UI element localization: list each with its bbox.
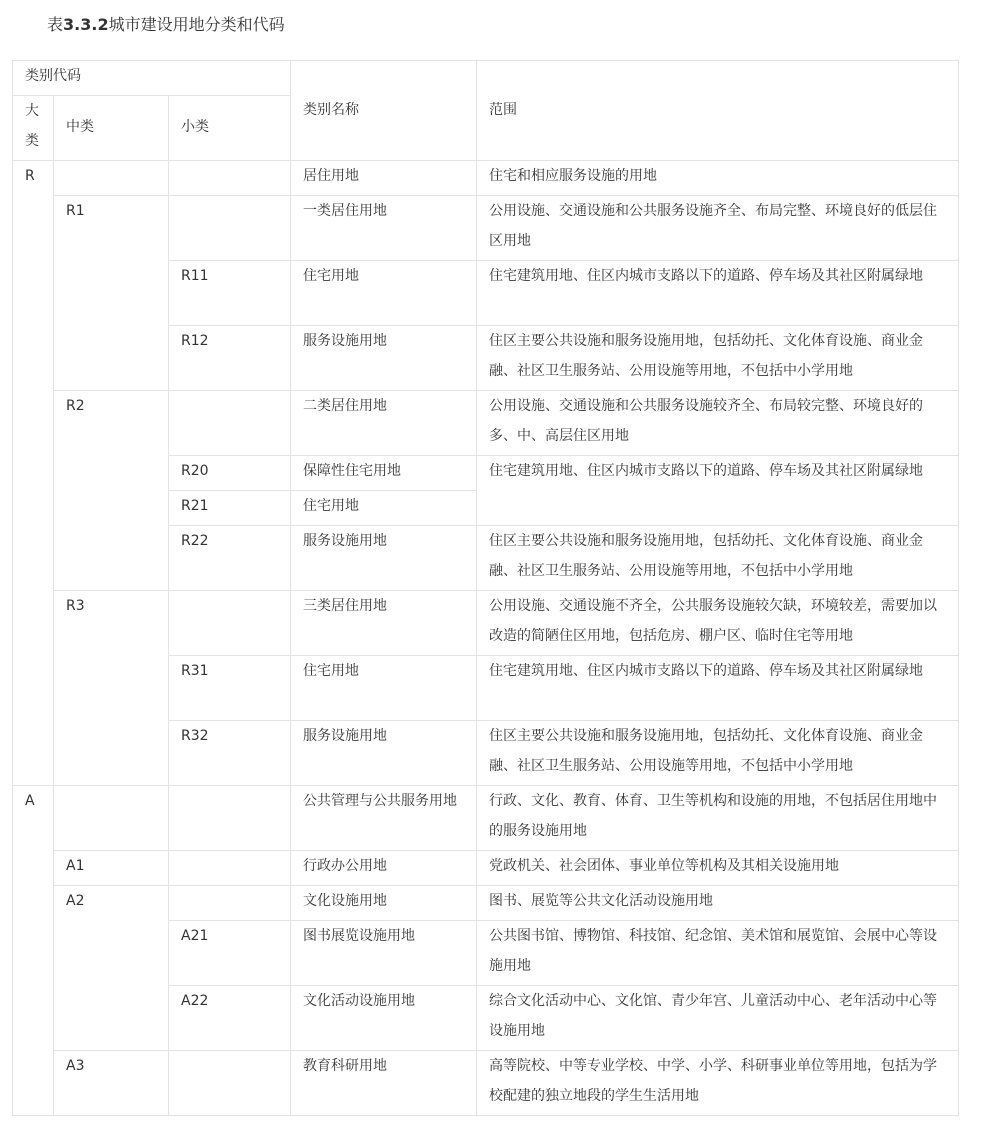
cell-middle: A1 (54, 851, 169, 886)
caption-prefix: 表 (47, 15, 64, 34)
cell-name: 服务设施用地 (291, 526, 477, 591)
cell-name: 文化活动设施用地 (291, 986, 477, 1051)
cell-range: 住宅建筑用地、住区内城市支路以下的道路、停车场及其社区附属绿地 (477, 456, 959, 526)
cell-minor (169, 161, 291, 196)
cell-name: 一类居住用地 (291, 196, 477, 261)
cell-minor (169, 851, 291, 886)
table-row (13, 591, 959, 656)
cell-range: 综合文化活动中心、文化馆、青少年宫、儿童活动中心、老年活动中心等设施用地 (477, 986, 959, 1051)
cell-name: 保障性住宅用地 (291, 456, 477, 491)
cell-name: 服务设施用地 (291, 326, 477, 391)
cell-minor: R20 (169, 456, 291, 491)
table-caption (47, 14, 285, 36)
table-row (13, 196, 959, 261)
header-name: 类别名称 (291, 61, 477, 161)
cell-range: 住区主要公共设施和服务设施用地，包括幼托、文化体育设施、商业金融、社区卫生服务站、公用设施等用地，不包括中小学用地 (477, 326, 959, 391)
cell-minor (169, 591, 291, 656)
cell-name: 二类居住用地 (291, 391, 477, 456)
cell-minor: R22 (169, 526, 291, 591)
cell-minor: A22 (169, 986, 291, 1051)
table-row (13, 886, 959, 921)
cell-major: A (13, 786, 54, 1116)
cell-middle: R1 (54, 196, 169, 391)
cell-range: 公共图书馆、博物馆、科技馆、纪念馆、美术馆和展览馆、会展中心等设施用地 (477, 921, 959, 986)
header-major: 大类 (13, 96, 54, 161)
table-row (13, 391, 959, 456)
cell-name: 行政办公用地 (291, 851, 477, 886)
cell-range: 公用设施、交通设施和公共服务设施较齐全、布局较完整、环境良好的多、中、高层住区用地 (477, 391, 959, 456)
cell-minor (169, 196, 291, 261)
cell-name: 文化设施用地 (291, 886, 477, 921)
table-row (13, 1051, 959, 1116)
cell-name: 住宅用地 (291, 491, 477, 526)
cell-minor (169, 391, 291, 456)
cell-minor (169, 886, 291, 921)
cell-minor: R32 (169, 721, 291, 786)
cell-name: 住宅用地 (291, 656, 477, 721)
cell-minor: A21 (169, 921, 291, 986)
cell-middle: A3 (54, 1051, 169, 1116)
cell-range: 住宅和相应服务设施的用地 (477, 161, 959, 196)
cell-range: 图书、展览等公共文化活动设施用地 (477, 886, 959, 921)
cell-range: 高等院校、中等专业学校、中学、小学、科研事业单位等用地，包括为学校配建的独立地段的学生生活用地 (477, 1051, 959, 1116)
caption-title: 城市建设用地分类和代码 (108, 15, 285, 34)
header-range: 范围 (477, 61, 959, 161)
table-row (13, 161, 959, 196)
cell-middle: R2 (54, 391, 169, 591)
cell-middle (54, 786, 169, 851)
header-minor: 小类 (169, 96, 291, 161)
table-row (13, 851, 959, 886)
cell-range: 住区主要公共设施和服务设施用地，包括幼托、文化体育设施、商业金融、社区卫生服务站、公用设施等用地，不包括中小学用地 (477, 721, 959, 786)
cell-name: 服务设施用地 (291, 721, 477, 786)
caption-number: 3.3.2 (63, 15, 109, 34)
cell-range: 住宅建筑用地、住区内城市支路以下的道路、停车场及其社区附属绿地 (477, 656, 959, 721)
cell-major: R (13, 161, 54, 786)
cell-name: 教育科研用地 (291, 1051, 477, 1116)
cell-name: 三类居住用地 (291, 591, 477, 656)
cell-middle: R3 (54, 591, 169, 786)
cell-range: 行政、文化、教育、体育、卫生等机构和设施的用地，不包括居住用地中的服务设施用地 (477, 786, 959, 851)
cell-middle (54, 161, 169, 196)
header-row-1 (13, 61, 959, 96)
cell-name: 图书展览设施用地 (291, 921, 477, 986)
cell-name: 居住用地 (291, 161, 477, 196)
cell-range: 住区主要公共设施和服务设施用地，包括幼托、文化体育设施、商业金融、社区卫生服务站、公用设施等用地，不包括中小学用地 (477, 526, 959, 591)
cell-middle: A2 (54, 886, 169, 1051)
cell-range: 公用设施、交通设施不齐全，公共服务设施较欠缺，环境较差，需要加以改造的简陋住区用地，包括危房、棚户区、临时住宅等用地 (477, 591, 959, 656)
table-row (13, 786, 959, 851)
cell-name: 公共管理与公共服务用地 (291, 786, 477, 851)
cell-minor: R11 (169, 261, 291, 326)
header-middle: 中类 (54, 96, 169, 161)
cell-range: 住宅建筑用地、住区内城市支路以下的道路、停车场及其社区附属绿地 (477, 261, 959, 326)
cell-range: 公用设施、交通设施和公共服务设施齐全、布局完整、环境良好的低层住区用地 (477, 196, 959, 261)
cell-minor: R12 (169, 326, 291, 391)
cell-minor (169, 1051, 291, 1116)
cell-minor: R31 (169, 656, 291, 721)
cell-minor (169, 786, 291, 851)
header-code-group: 类别代码 (13, 61, 291, 96)
cell-name: 住宅用地 (291, 261, 477, 326)
land-use-classification-table (12, 60, 959, 1116)
cell-range: 党政机关、社会团体、事业单位等机构及其相关设施用地 (477, 851, 959, 886)
cell-minor: R21 (169, 491, 291, 526)
